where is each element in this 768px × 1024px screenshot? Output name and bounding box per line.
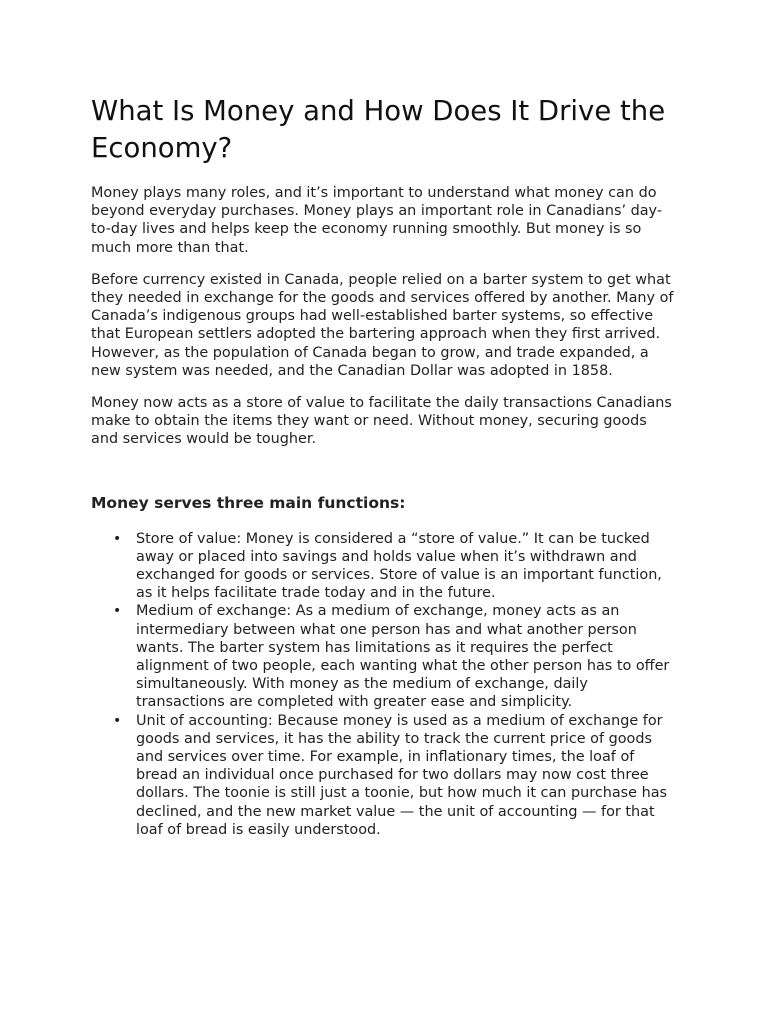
list-item-unit-of-accounting <box>91 712 678 839</box>
store-of-value-paragraph: Money now acts as a store of value to facilitate the daily transactions Canadians make to obtain the items they want or need. Without money, securing goods and services would be tougher. <box>91 395 672 448</box>
bullet-icon: • <box>113 712 122 729</box>
section-heading: Money serves three main functions: <box>91 493 406 512</box>
list-item-store-of-value <box>91 530 678 603</box>
document-title: What Is Money and How Does It Drive the Economy? <box>91 95 666 164</box>
functions-list <box>91 530 678 839</box>
bullet-icon: • <box>113 530 122 547</box>
list-item-text: Store of value: Money is considered a “store of value.” It can be tucked away or placed into savings and holds value when it’s withdrawn and exchanged for goods or services. Store of value is an important function, as it helps facilitate trade today and in the future. <box>136 530 662 602</box>
history-paragraph: Before currency existed in Canada, people relied on a barter system to get what they needed in exchange for the goods and services offered by another. Many of Canada’s indigenous groups had well-established barter systems, so effective that European settlers adopted the bartering approach when they first arrived. However, as the population of Canada began to grow, and trade expanded, a new system was needed, and the Canadian Dollar was adopted in 1858. <box>91 271 674 379</box>
bullet-icon: • <box>113 603 122 620</box>
list-item-medium-of-exchange <box>91 602 678 711</box>
list-item-text: Medium of exchange: As a medium of exchange, money acts as an intermediary between what one person has and what another person wants. The barter system has limitations as it requires the perfect alignment of two people, each wanting what the other person has to offer simultaneously. With money as the medium of exchange, daily transactions are completed with greater ease and simplicity. <box>136 603 670 711</box>
intro-paragraph: Money plays many roles, and it’s important to understand what money can do beyond everyday purchases. Money plays an important role in Canadians’ day-to-day lives and helps keep the economy running smoothly. But money is so much more than that. <box>91 185 663 256</box>
list-item-text: Unit of accounting: Because money is used as a medium of exchange for goods and services, it has the ability to track the current price of goods and services over time. For example, in inflationary times, the loaf of bread an individual once purchased for two dollars may now cost three dollars. The toonie is still just a toonie, but how much it can purchase has declined, and the new market value — the unit of accounting — for that loaf of bread is easily understood. <box>136 712 668 838</box>
